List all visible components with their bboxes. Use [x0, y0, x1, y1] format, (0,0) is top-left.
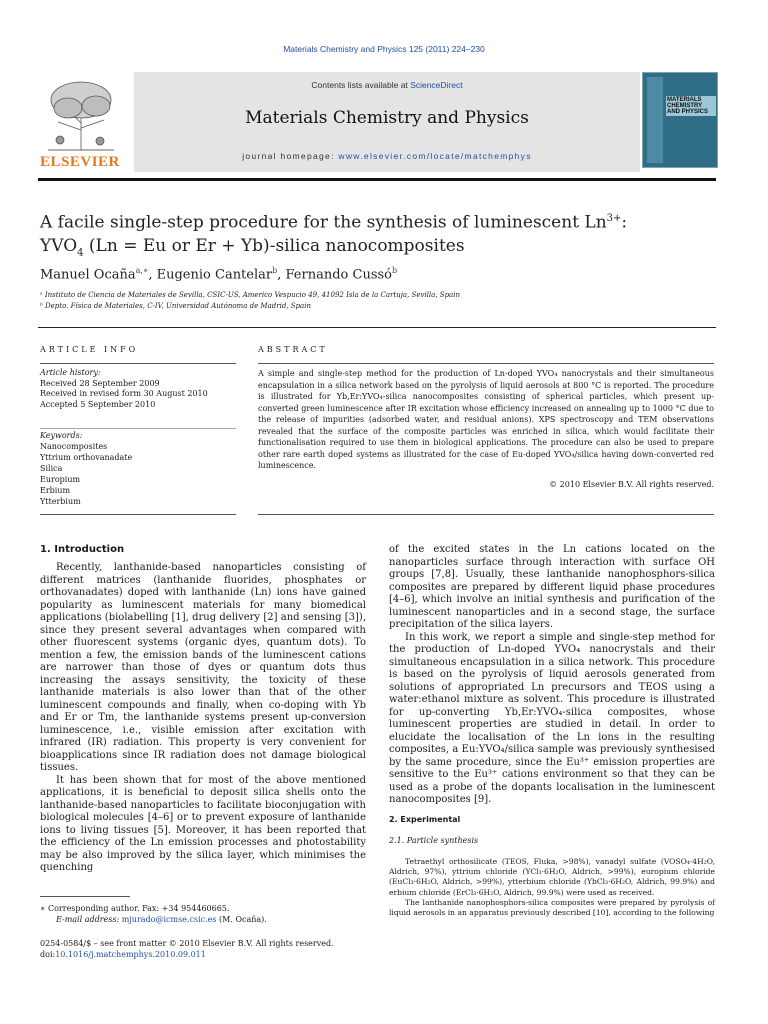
- author-affiliation-mark[interactable]: b: [272, 266, 278, 275]
- title-part: (Ln = Eu or Er + Yb)-silica nanocomposites: [83, 235, 465, 256]
- title-sup: 3+: [606, 213, 622, 224]
- keyword: Europium: [40, 475, 81, 484]
- author-affiliation-mark[interactable]: a,∗: [135, 266, 149, 275]
- header-rule: [38, 178, 716, 181]
- elsevier-logo: [38, 78, 124, 170]
- journal-citation[interactable]: Materials Chemistry and Physics 125 (2011) 224–230: [283, 44, 485, 54]
- footnote-rule: [40, 896, 130, 897]
- email-suffix: (M. Ocaña).: [216, 915, 267, 924]
- keywords: [40, 430, 236, 507]
- tree-icon: [38, 78, 124, 154]
- section-rule: [258, 514, 714, 515]
- keyword: Yttrium orthovanadate: [40, 453, 133, 462]
- section-rule: [40, 363, 236, 364]
- contents-line: [134, 80, 640, 90]
- paragraph: It has been shown that for most of the above mentioned applications, it is beneficial to deposit silica shells onto the lanthanide-based nanoparticles to facilitate bioconjugation with biological molecules [4–6] or to prevent exposure of lanthanide ions to living tissues [5]. Moreover, it has been reported that the efficiency of the Ln emission processes and photostability may be also improved by the silica layer, which minimises the quenching: [40, 774, 366, 873]
- paragraph: Recently, lanthanide-based nanoparticles consisting of different matrices (lanthanide fluorides, phosphates or orthovanadates) doped with lanthanide (Ln) ions have gained popularity as luminescent materials for many biomedical applications (biolabelling [1], drug delivery [2] and sensing [3]), since they present several advantages when compared with other fluorescent systems (organic dyes, quantum dots). To mention a few, the emission bands of the luminescent cations are narrower than those of dyes or quantum dots thus increasing the assays sensitivity, the toxicity of these lanthanide materials is also lower than that of the other luminescent compounds and finally, when co-doping with Yb and Er or Tm, the lanthanide systems present up-conversion luminescence, i.e., visible emission after excitation with infrared (IR) radiation. This property is very convenient for bioapplications since IR radiation does not damage biological tissues.: [40, 562, 366, 773]
- title-part: :: [621, 212, 628, 233]
- section-rule: [38, 327, 716, 328]
- section-rule: [40, 428, 236, 429]
- paragraph: In this work, we report a simple and single-step method for the production of Ln-doped YVO₄ nanocrystals and their simultaneous encapsulation in a silica network. This procedure is based on the pyrolysis of liquid aerosols generated from solutions of appropriated Ln precursors and TEOS using a water:ethanol mixture as solvent. This procedure is illustrated for up-converting Yb,Er:YVO₄-silica composites, whose luminescent properties are studied in detail. In order to elucidate the localisation of the Ln ions in the resulting composites, a Eu:YVO₄/silica sample was previously synthesised by the same procedure, since the Eu³⁺ emission properties are sensitive to the Eu³⁺ cations environment so that they can be used as a probe of the dopants localisation in the luminescent nanocomposites [9].: [389, 631, 715, 805]
- affiliation: ᵃ Instituto de Ciencia de Materiales de Sevilla, CSIC-US, Americo Vespucio 49, 41092 Isla de la Cartuja, Sevilla, Spain: [40, 291, 460, 299]
- author-name: Fernando Cussó: [285, 267, 392, 283]
- issn-line: 0254-0584/$ – see front matter © 2010 Elsevier B.V. All rights reserved.: [40, 939, 334, 948]
- journal-name: Materials Chemistry and Physics: [245, 108, 529, 128]
- homepage-link[interactable]: www.elsevier.com/locate/matchemphys: [338, 151, 532, 161]
- journal-homepage: [134, 151, 640, 161]
- article-history: [40, 368, 236, 411]
- subsection-heading: 2.1. Particle synthesis: [389, 836, 479, 845]
- title-sub: 4: [77, 247, 84, 259]
- body-column-left: [40, 562, 366, 875]
- keywords-label: Keywords:: [40, 431, 83, 440]
- sciencedirect-link[interactable]: ScienceDirect: [410, 80, 463, 90]
- section-heading: 1. Introduction: [40, 544, 125, 555]
- history-entry: Received in revised form 30 August 2010: [40, 389, 208, 399]
- history-entry: Accepted 5 September 2010: [40, 400, 156, 410]
- section-rule: [40, 514, 236, 515]
- title-part: A facile single-step procedure for the synthesis of luminescent Ln: [40, 212, 607, 233]
- author-name: Eugenio Cantelar: [156, 267, 273, 283]
- publisher-name: ELSEVIER: [40, 154, 120, 170]
- corresponding-author-note: ∗ Corresponding author. Fax: +34 954460665.: [40, 904, 230, 913]
- paragraph: The lanthanide nanophosphors-silica composites were prepared by pyrolysis of liquid aerosols in an apparatus previously described [10], according to the following: [389, 897, 715, 918]
- journal-header: [38, 72, 716, 172]
- keyword: Ytterbium: [40, 497, 81, 506]
- article-info-heading: ARTICLE INFO: [40, 345, 139, 354]
- email-note: [56, 914, 267, 925]
- keyword: Silica: [40, 464, 63, 473]
- doi-label: doi:: [40, 950, 56, 959]
- doi-line: [40, 949, 206, 960]
- email-label: E-mail address:: [56, 915, 122, 924]
- body-column-right: [389, 544, 715, 807]
- paragraph: of the excited states in the Ln cations located on the nanoparticles surface through interaction with surface OH groups [7,8]. Usually, these lanthanide nanophosphors-silica composites are prepared by different liquid phase procedures [4–6], which involve an initial synthesis and purification of the luminescent nanoparticles and in a second stage, the surface precipitation of the silica layers.: [389, 544, 715, 630]
- copyright-notice: © 2010 Elsevier B.V. All rights reserved.: [549, 480, 714, 489]
- author-list: Manuel Ocaña$^{a,∗}$, Eugenio Cantelar$^b$, Fernando Cussó$^b$: [40, 266, 398, 283]
- experimental-text: [389, 857, 715, 918]
- history-entry: Received 28 September 2009: [40, 378, 160, 388]
- cover-title: MATERIALS CHEMISTRY AND PHYSICS: [666, 96, 716, 116]
- paragraph: Tetraethyl orthosilicate (TEOS, Fluka, >98%), vanadyl sulfate (VOSO₄·4H₂O, Aldrich, 97%), yttrium chloride (YCl₃·6H₂O, Aldrich, >99%), europium chloride (EuCl₃·6H₂O, Aldrich, >99%), ytterbium chloride (YbCl₃·6H₂O, Aldrich, 99.9%) and erbium chloride (ErCl₃·6H₂O, Aldrich, 99.9%) were used as received.: [389, 857, 715, 897]
- abstract-heading: ABSTRACT: [258, 345, 328, 354]
- author-affiliation-mark[interactable]: b: [391, 266, 398, 275]
- doi-link[interactable]: 10.1016/j.matchemphys.2010.09.011: [55, 950, 206, 959]
- author-name: Manuel Ocaña: [40, 267, 136, 283]
- email-link[interactable]: mjurado@icmse.csic.es: [121, 915, 217, 924]
- keyword: Nanocomposites: [40, 442, 108, 451]
- cover-strip: [647, 77, 663, 163]
- section-rule: [258, 363, 714, 364]
- title-part: YVO: [40, 235, 78, 256]
- journal-cover-image: [642, 72, 718, 168]
- section-heading: 2. Experimental: [389, 815, 461, 824]
- affiliation: ᵇ Depto. Física de Materiales, C-IV, Universidad Autónoma de Madrid, Spain: [40, 302, 311, 310]
- contents-label: Contents lists available at: [311, 80, 411, 90]
- article-title: [40, 207, 700, 264]
- keyword: Erbium: [40, 486, 71, 495]
- abstract-text: A simple and single-step method for the production of Ln-doped YVO₄ nanocrystals and their simultaneous encapsulation in a silica network based on the pyrolysis of liquid aerosols at 800 °C is reported. The procedure is illustrated for Yb,Er:YVO₄-silica nanocomposites consisting of spherical particles, which present up-converted green luminescence after IR excitation whose efficiency increased on annealing up to 1000 °C due to the release of impurities (adsorbed water, and residual anions). XPS spectroscopy and TEM observations revealed that the surface of the composite particles was enriched in silica, which would facilitate their functionalisation required to use them in biological applications. The procedure can also be used to prepare other rare earth doped systems as illustrated for the case of Eu-doped YVO₄/silica having down-converted red luminescence.: [258, 369, 714, 470]
- journal-banner: [134, 72, 640, 172]
- history-label: Article history:: [40, 368, 101, 377]
- homepage-label: journal homepage:: [242, 151, 339, 161]
